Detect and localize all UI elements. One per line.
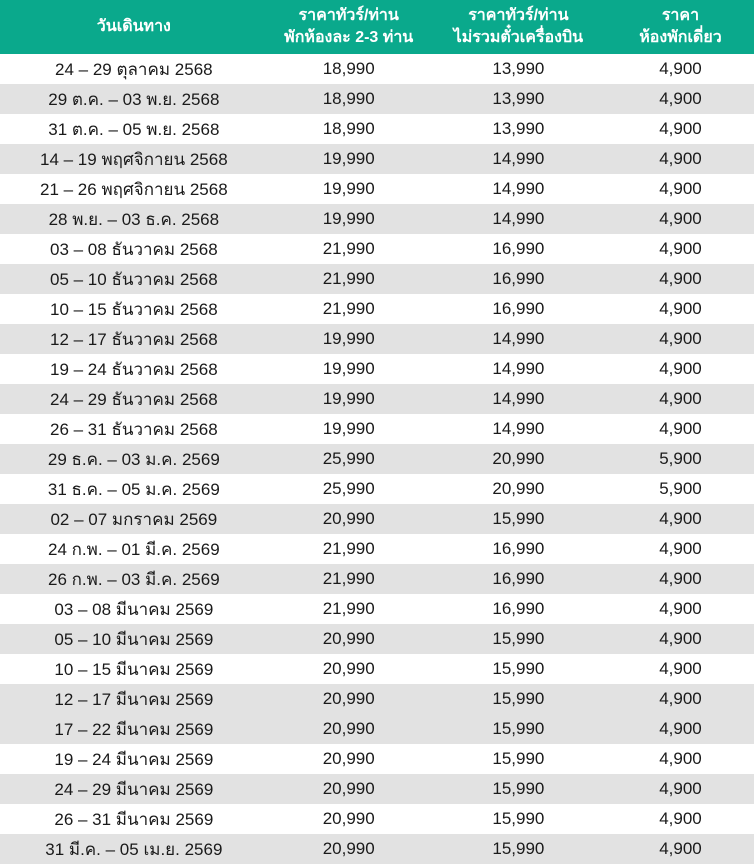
date-cell: 05 – 10 มีนาคม 2569 <box>54 629 214 649</box>
date-cell: 12 – 17 มีนาคม 2569 <box>54 689 214 709</box>
price-no-flight-cell: 13,990 <box>492 59 545 78</box>
date-cell: 31 ต.ค. – 05 พ.ย. 2568 <box>48 119 220 139</box>
price-no-flight-cell: 14,990 <box>492 179 545 198</box>
table-row <box>0 654 754 684</box>
table-row <box>0 84 754 114</box>
date-cell: 19 – 24 มีนาคม 2569 <box>54 749 214 769</box>
price-no-flight-cell: 15,990 <box>492 509 545 528</box>
header-price-room-line2: พักห้องละ 2-3 ท่าน <box>284 29 414 46</box>
price-per-person-cell: 18,990 <box>322 89 375 108</box>
table-row <box>0 834 754 864</box>
single-room-price-cell: 4,900 <box>659 809 702 828</box>
price-per-person-cell: 20,990 <box>322 839 375 858</box>
header-price-noflight-line1: ราคาทัวร์/ท่าน <box>468 7 569 25</box>
price-per-person-cell: 25,990 <box>322 449 375 468</box>
price-per-person-cell: 19,990 <box>322 419 375 438</box>
date-cell: 12 – 17 ธันวาคม 2568 <box>50 329 218 349</box>
price-no-flight-cell: 15,990 <box>492 839 545 858</box>
price-per-person-cell: 20,990 <box>322 509 375 528</box>
price-no-flight-cell: 14,990 <box>492 419 545 438</box>
price-per-person-cell: 25,990 <box>322 479 375 498</box>
price-no-flight-cell: 13,990 <box>492 119 545 138</box>
table-row <box>0 324 754 354</box>
price-per-person-cell: 21,990 <box>322 269 375 288</box>
table-row <box>0 294 754 324</box>
date-cell: 24 – 29 ตุลาคม 2568 <box>55 59 213 79</box>
single-room-price-cell: 4,900 <box>659 599 702 618</box>
single-room-price-cell: 4,900 <box>659 59 702 78</box>
single-room-price-cell: 4,900 <box>659 839 702 858</box>
single-room-price-cell: 4,900 <box>659 89 702 108</box>
table-row <box>0 204 754 234</box>
table-row <box>0 504 754 534</box>
table-row <box>0 744 754 774</box>
price-per-person-cell: 20,990 <box>322 779 375 798</box>
single-room-price-cell: 4,900 <box>659 659 702 678</box>
price-no-flight-cell: 14,990 <box>492 359 545 378</box>
single-room-price-cell: 4,900 <box>659 149 702 168</box>
price-no-flight-cell: 15,990 <box>492 779 545 798</box>
price-per-person-cell: 20,990 <box>322 719 375 738</box>
single-room-price-cell: 4,900 <box>659 719 702 738</box>
table-row <box>0 774 754 804</box>
price-no-flight-cell: 14,990 <box>492 209 545 228</box>
single-room-price-cell: 4,900 <box>659 569 702 588</box>
price-per-person-cell: 21,990 <box>322 569 375 588</box>
date-cell: 02 – 07 มกราคม 2569 <box>50 509 218 529</box>
price-per-person-cell: 20,990 <box>322 689 375 708</box>
price-per-person-cell: 19,990 <box>322 389 375 408</box>
price-per-person-cell: 21,990 <box>322 599 375 618</box>
single-room-price-cell: 4,900 <box>659 119 702 138</box>
single-room-price-cell: 4,900 <box>659 689 702 708</box>
date-cell: 03 – 08 ธันวาคม 2568 <box>50 239 218 259</box>
single-room-price-cell: 5,900 <box>659 449 702 468</box>
single-room-price-cell: 4,900 <box>659 239 702 258</box>
table-row <box>0 444 754 474</box>
price-no-flight-cell: 16,990 <box>492 539 545 558</box>
date-cell: 24 – 29 ธันวาคม 2568 <box>50 389 218 409</box>
price-per-person-cell: 19,990 <box>322 179 375 198</box>
date-cell: 03 – 08 มีนาคม 2569 <box>54 599 214 619</box>
header-cell-single-room <box>607 0 754 54</box>
header-price-noflight-line2: ไม่รวมตั๋วเครื่องบิน <box>453 29 584 46</box>
single-room-price-cell: 4,900 <box>659 269 702 288</box>
header-single-room-line1: ราคา <box>661 7 700 25</box>
price-per-person-cell: 19,990 <box>322 359 375 378</box>
table-row <box>0 234 754 264</box>
table-header <box>0 0 754 54</box>
price-per-person-cell: 21,990 <box>322 239 375 258</box>
date-cell: 17 – 22 มีนาคม 2569 <box>54 719 214 739</box>
price-no-flight-cell: 16,990 <box>492 299 545 318</box>
table-row <box>0 564 754 594</box>
date-cell: 19 – 24 ธันวาคม 2568 <box>50 359 218 379</box>
date-cell: 24 ก.พ. – 01 มี.ค. 2569 <box>47 539 220 559</box>
header-cell-price-per-person <box>268 0 430 54</box>
price-per-person-cell: 19,990 <box>322 149 375 168</box>
single-room-price-cell: 4,900 <box>659 179 702 198</box>
price-no-flight-cell: 16,990 <box>492 239 545 258</box>
date-cell: 29 ธ.ค. – 03 ม.ค. 2569 <box>47 449 220 469</box>
date-cell: 10 – 15 มีนาคม 2569 <box>54 659 214 679</box>
date-cell: 29 ต.ค. – 03 พ.ย. 2568 <box>48 89 220 109</box>
date-cell: 28 พ.ย. – 03 ธ.ค. 2568 <box>48 209 220 229</box>
price-no-flight-cell: 16,990 <box>492 269 545 288</box>
date-cell: 24 – 29 มีนาคม 2569 <box>54 779 214 799</box>
price-no-flight-cell: 15,990 <box>492 629 545 648</box>
header-cell-departure-date <box>0 0 268 54</box>
price-per-person-cell: 20,990 <box>322 809 375 828</box>
header-cell-price-no-flight <box>430 0 607 54</box>
single-room-price-cell: 4,900 <box>659 509 702 528</box>
table-body <box>0 54 754 864</box>
table-row <box>0 114 754 144</box>
single-room-price-cell: 4,900 <box>659 389 702 408</box>
table-row <box>0 354 754 384</box>
price-per-person-cell: 21,990 <box>322 299 375 318</box>
price-per-person-cell: 19,990 <box>322 209 375 228</box>
price-no-flight-cell: 16,990 <box>492 599 545 618</box>
single-room-price-cell: 4,900 <box>659 329 702 348</box>
table-row <box>0 174 754 204</box>
header-single-room-line2: ห้องพักเดี่ยว <box>639 29 722 46</box>
price-no-flight-cell: 20,990 <box>492 479 545 498</box>
price-per-person-cell: 20,990 <box>322 749 375 768</box>
table-row <box>0 384 754 414</box>
table-row <box>0 594 754 624</box>
table-row <box>0 144 754 174</box>
single-room-price-cell: 5,900 <box>659 479 702 498</box>
date-cell: 21 – 26 พฤศจิกายน 2568 <box>40 179 228 199</box>
price-no-flight-cell: 13,990 <box>492 89 545 108</box>
date-cell: 26 ก.พ. – 03 มี.ค. 2569 <box>47 569 220 589</box>
table-row <box>0 54 754 84</box>
price-no-flight-cell: 14,990 <box>492 389 545 408</box>
price-no-flight-cell: 15,990 <box>492 809 545 828</box>
date-cell: 31 ธ.ค. – 05 ม.ค. 2569 <box>47 479 220 499</box>
price-per-person-cell: 21,990 <box>322 539 375 558</box>
table-row <box>0 414 754 444</box>
date-cell: 10 – 15 ธันวาคม 2568 <box>50 299 218 319</box>
table-row <box>0 684 754 714</box>
price-no-flight-cell: 15,990 <box>492 689 545 708</box>
date-cell: 26 – 31 ธันวาคม 2568 <box>50 419 218 439</box>
date-cell: 26 – 31 มีนาคม 2569 <box>54 809 214 829</box>
single-room-price-cell: 4,900 <box>659 749 702 768</box>
price-per-person-cell: 19,990 <box>322 329 375 348</box>
single-room-price-cell: 4,900 <box>659 539 702 558</box>
price-no-flight-cell: 16,990 <box>492 569 545 588</box>
price-no-flight-cell: 14,990 <box>492 149 545 168</box>
table-row <box>0 804 754 834</box>
price-no-flight-cell: 14,990 <box>492 329 545 348</box>
single-room-price-cell: 4,900 <box>659 209 702 228</box>
table-row <box>0 714 754 744</box>
table-row <box>0 534 754 564</box>
date-cell: 05 – 10 ธันวาคม 2568 <box>50 269 218 289</box>
header-price-room-line1: ราคาทัวร์/ท่าน <box>298 7 399 25</box>
date-cell: 31 มี.ค. – 05 เม.ย. 2569 <box>45 839 223 859</box>
price-no-flight-cell: 15,990 <box>492 719 545 738</box>
header-date-label: วันเดินทาง <box>96 18 171 36</box>
single-room-price-cell: 4,900 <box>659 359 702 378</box>
price-per-person-cell: 18,990 <box>322 119 375 138</box>
single-room-price-cell: 4,900 <box>659 299 702 318</box>
single-room-price-cell: 4,900 <box>659 629 702 648</box>
price-no-flight-cell: 20,990 <box>492 449 545 468</box>
price-no-flight-cell: 15,990 <box>492 659 545 678</box>
table-row <box>0 264 754 294</box>
single-room-price-cell: 4,900 <box>659 419 702 438</box>
price-per-person-cell: 20,990 <box>322 659 375 678</box>
table-row <box>0 624 754 654</box>
price-per-person-cell: 18,990 <box>322 59 375 78</box>
price-no-flight-cell: 15,990 <box>492 749 545 768</box>
table-row <box>0 474 754 504</box>
date-cell: 14 – 19 พฤศจิกายน 2568 <box>40 149 228 169</box>
single-room-price-cell: 4,900 <box>659 779 702 798</box>
price-per-person-cell: 20,990 <box>322 629 375 648</box>
